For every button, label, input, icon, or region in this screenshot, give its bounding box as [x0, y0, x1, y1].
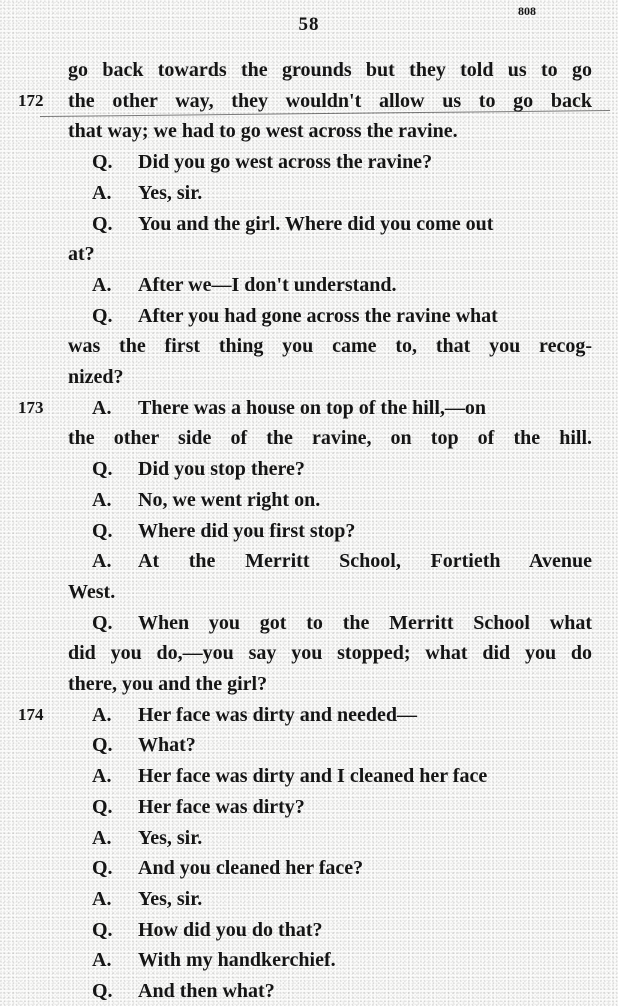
- speaker-label: Q.: [92, 212, 113, 235]
- transcript-line: [0, 669, 618, 699]
- speaker-label: Q.: [92, 519, 113, 542]
- folio-number: 808: [518, 4, 536, 18]
- continuation-text: nized?: [68, 366, 124, 388]
- transcript-line: [0, 270, 618, 300]
- speech-text: No, we went right on.: [138, 488, 321, 511]
- speech-text: After we—I don't understand.: [138, 273, 397, 296]
- transcript-line: [0, 761, 618, 791]
- speaker-label: Q.: [92, 795, 113, 818]
- transcript-line: [0, 147, 618, 177]
- speaker-label: Q.: [92, 151, 113, 174]
- speech-text: Her face was dirty and I cleaned her face: [138, 765, 488, 788]
- speaker-label: A.: [92, 887, 112, 910]
- speech-text: You and the girl. Where did you come out: [138, 212, 494, 235]
- transcript-line: [0, 301, 618, 331]
- transcript-line: [0, 608, 618, 638]
- speech-text: There was a house on top of the hill,—on: [138, 396, 487, 419]
- continuation-text: West.: [68, 580, 116, 603]
- speaker-label: A.: [92, 550, 112, 573]
- transcript-line: [0, 730, 618, 760]
- speech-text: When you got to the Merritt School what: [138, 611, 592, 634]
- transcript-line: [0, 638, 618, 668]
- speech-text: How did you do that?: [138, 918, 323, 941]
- speech-text: Yes, sir.: [138, 826, 203, 849]
- transcript-line: [0, 516, 618, 546]
- speaker-label: Q.: [92, 857, 113, 880]
- speech-text: Did you stop there?: [138, 458, 305, 481]
- transcript-line: [0, 55, 618, 85]
- speech-text: What?: [138, 734, 196, 757]
- continuation-text: was the first thing you came to, that you recog-: [68, 335, 592, 358]
- margin-line-number: 172: [18, 90, 44, 110]
- page-number: 58: [298, 14, 320, 35]
- continuation-text: did you do,—you say you stopped; what did you do: [68, 642, 592, 665]
- speech-text: With my handkerchief.: [138, 949, 336, 972]
- speech-text: Her face was dirty and needed—: [138, 703, 418, 726]
- transcript-line: [0, 86, 618, 116]
- margin-line-number: 174: [18, 704, 44, 724]
- transcript-line: [0, 178, 618, 208]
- speaker-label: Q.: [92, 980, 113, 1002]
- transcript-line: [0, 700, 618, 730]
- speaker-label: Q.: [92, 611, 113, 634]
- transcript-line: [0, 393, 618, 423]
- transcript-line: [0, 915, 618, 945]
- transcript-line: [0, 116, 618, 146]
- speaker-label: Q.: [92, 458, 113, 481]
- transcript-line: [0, 239, 618, 269]
- speaker-label: A.: [92, 488, 112, 511]
- speech-text: Yes, sir.: [138, 887, 203, 910]
- transcript-line: [0, 209, 618, 239]
- speech-text: After you had gone across the ravine what: [138, 304, 498, 327]
- transcript-line: [0, 792, 618, 822]
- continuation-text: there, you and the girl?: [68, 673, 268, 695]
- transcript-line: [0, 823, 618, 853]
- speech-text: Yes, sir.: [138, 181, 203, 204]
- speech-text: And you cleaned her face?: [138, 857, 364, 880]
- transcript-line: [0, 485, 618, 515]
- transcript-line: [0, 853, 618, 883]
- speech-text: Did you go west across the ravine?: [138, 151, 433, 174]
- speaker-label: Q.: [92, 304, 113, 327]
- speaker-label: A.: [92, 703, 112, 726]
- transcript-line: [0, 884, 618, 914]
- speech-text: Her face was dirty?: [138, 795, 305, 818]
- speaker-label: A.: [92, 396, 112, 419]
- continuation-text: that way; we had to go west across the ravine.: [68, 120, 458, 143]
- margin-line-number: 173: [18, 397, 44, 417]
- continuation-text: at?: [68, 243, 95, 266]
- transcript-line: [0, 454, 618, 484]
- transcript-line: [0, 577, 618, 607]
- speech-text: At the Merritt School, Fortieth Avenue: [138, 550, 592, 573]
- speaker-label: A.: [92, 181, 112, 204]
- speaker-label: Q.: [92, 734, 113, 757]
- speech-text: And then what?: [138, 980, 275, 1002]
- speaker-label: A.: [92, 949, 112, 972]
- speaker-label: A.: [92, 273, 112, 296]
- speaker-label: A.: [92, 765, 112, 788]
- speaker-label: A.: [92, 826, 112, 849]
- speech-text: Where did you first stop?: [138, 519, 356, 542]
- continuation-text: the other way, they wouldn't allow us to go back: [68, 89, 592, 112]
- continuation-text: the other side of the ravine, on top of the hill.: [68, 427, 592, 450]
- transcript-line: [0, 945, 618, 975]
- continuation-text: go back towards the grounds but they told us to go: [68, 59, 592, 81]
- speaker-label: Q.: [92, 918, 113, 941]
- transcript-line: [0, 331, 618, 361]
- transcript-line: [0, 546, 618, 576]
- transcript-line: [0, 423, 618, 453]
- transcript-line: [0, 362, 618, 392]
- transcript-line: [0, 976, 618, 1006]
